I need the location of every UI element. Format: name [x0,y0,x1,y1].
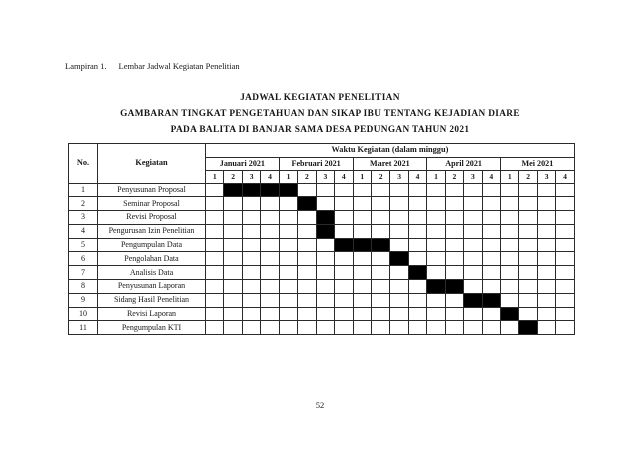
week-number-header: 4 [335,171,353,184]
week-number-header: 1 [279,171,297,184]
week-cell [519,280,537,294]
week-cell [408,238,426,252]
week-cell [371,280,389,294]
week-cell [537,238,555,252]
table-row [69,266,575,280]
week-cell [464,280,482,294]
page-number: 52 [315,400,325,410]
table-row [69,252,575,266]
week-cell [501,183,519,197]
week-cell [390,224,408,238]
row-number-cell: 9 [69,293,98,307]
week-cell [261,238,279,252]
week-cell [482,197,500,211]
week-cell [501,266,519,280]
gantt-bar-cell [519,321,537,335]
schedule-table [68,143,575,335]
week-cell [390,266,408,280]
gantt-bar-cell [464,293,482,307]
week-cell [519,224,537,238]
week-cell [537,211,555,225]
week-cell [556,266,575,280]
week-cell [242,321,260,335]
week-cell [353,266,371,280]
week-cell [501,224,519,238]
week-cell [261,321,279,335]
week-cell [408,321,426,335]
row-number-cell: 7 [69,266,98,280]
month-header: April 2021 [427,158,501,171]
week-cell [279,307,297,321]
week-cell [445,238,463,252]
table-row [69,224,575,238]
appendix-label: Lampiran 1. [65,61,107,71]
gantt-bar-cell [316,224,334,238]
week-cell [298,252,316,266]
week-cell [224,211,242,225]
week-cell [353,280,371,294]
week-number-header: 2 [445,171,463,184]
week-cell [279,224,297,238]
week-cell [482,224,500,238]
gantt-bar-cell [427,280,445,294]
week-cell [464,183,482,197]
week-cell [206,266,224,280]
week-cell [242,238,260,252]
week-cell [261,307,279,321]
week-cell [261,293,279,307]
week-cell [298,224,316,238]
week-cell [556,211,575,225]
week-cell [427,307,445,321]
week-cell [316,197,334,211]
week-cell [371,224,389,238]
week-cell [556,224,575,238]
week-number-header: 1 [501,171,519,184]
week-cell [501,238,519,252]
title-line-1: JADWAL KEGIATAN PENELITIAN [240,93,400,103]
week-cell [316,238,334,252]
week-cell [224,238,242,252]
week-cell [316,307,334,321]
column-header-kegiatan: Kegiatan [98,144,206,184]
week-cell [408,183,426,197]
activity-name-cell: Seminar Proposal [98,197,206,211]
gantt-bar-cell [298,197,316,211]
week-cell [445,266,463,280]
week-cell [224,197,242,211]
week-cell [445,293,463,307]
week-cell [371,197,389,211]
week-number-header: 3 [242,171,260,184]
week-number-header: 3 [390,171,408,184]
week-cell [445,224,463,238]
week-cell [519,266,537,280]
row-number-cell: 10 [69,307,98,321]
appendix-caption [65,61,240,71]
week-cell [335,197,353,211]
week-cell [427,321,445,335]
week-cell [464,238,482,252]
week-cell [279,252,297,266]
week-cell [556,238,575,252]
week-cell [279,293,297,307]
week-cell [537,224,555,238]
week-cell [390,211,408,225]
column-header-no: No. [69,144,98,184]
week-cell [224,224,242,238]
week-cell [298,321,316,335]
gantt-bar-cell [335,238,353,252]
gantt-bar-cell [242,183,260,197]
week-cell [427,252,445,266]
week-number-header: 1 [353,171,371,184]
week-cell [279,280,297,294]
week-cell [353,224,371,238]
week-cell [427,211,445,225]
week-cell [224,321,242,335]
week-cell [298,307,316,321]
week-cell [445,321,463,335]
activity-name-cell: Pengumpulan KTI [98,321,206,335]
week-cell [242,293,260,307]
month-header: Februari 2021 [279,158,353,171]
week-number-header: 3 [316,171,334,184]
week-cell [261,197,279,211]
appendix-title: Lembar Jadwal Kegiatan Penelitian [118,61,240,71]
week-cell [537,321,555,335]
week-cell [390,280,408,294]
week-number-header: 2 [519,171,537,184]
week-cell [206,211,224,225]
row-number-cell: 3 [69,211,98,225]
week-cell [464,224,482,238]
header-row-top [69,144,575,158]
activity-name-cell: Pengumpulan Data [98,238,206,252]
week-number-header: 1 [206,171,224,184]
week-cell [353,197,371,211]
week-cell [556,197,575,211]
table-row [69,197,575,211]
activity-name-cell: Analisis Data [98,266,206,280]
week-cell [279,197,297,211]
activity-name-cell: Penyusunan Laporan [98,280,206,294]
week-cell [371,183,389,197]
week-cell [242,307,260,321]
week-cell [371,252,389,266]
activity-name-cell: Pengolahan Data [98,252,206,266]
week-cell [224,293,242,307]
week-cell [482,307,500,321]
week-cell [242,266,260,280]
week-cell [408,293,426,307]
gantt-bar-cell [279,183,297,197]
title-line-3: PADA BALITA DI BANJAR SAMA DESA PEDUNGAN TAHUN 2021 [170,125,470,136]
gantt-bar-cell [353,238,371,252]
week-cell [519,252,537,266]
week-cell [371,211,389,225]
week-cell [335,252,353,266]
week-cell [390,238,408,252]
gantt-bar-cell [224,183,242,197]
table-row [69,211,575,225]
week-cell [298,238,316,252]
week-cell [408,307,426,321]
week-cell [206,280,224,294]
week-cell [298,266,316,280]
week-cell [519,211,537,225]
week-cell [316,293,334,307]
week-cell [445,252,463,266]
week-cell [537,183,555,197]
table-row [69,183,575,197]
row-number-cell: 6 [69,252,98,266]
week-cell [206,293,224,307]
week-number-header: 2 [371,171,389,184]
row-number-cell: 4 [69,224,98,238]
row-number-cell: 2 [69,197,98,211]
week-cell [279,321,297,335]
week-cell [519,183,537,197]
week-cell [390,183,408,197]
week-cell [427,197,445,211]
week-cell [427,224,445,238]
week-cell [335,280,353,294]
week-number-header: 2 [224,171,242,184]
week-cell [501,211,519,225]
month-header: Januari 2021 [206,158,280,171]
week-cell [464,252,482,266]
week-cell [390,307,408,321]
week-cell [298,183,316,197]
week-cell [390,321,408,335]
week-cell [298,211,316,225]
gantt-bar-cell [390,252,408,266]
week-cell [316,183,334,197]
gantt-bar-cell [482,293,500,307]
week-cell [519,307,537,321]
week-cell [408,211,426,225]
week-cell [427,238,445,252]
activity-name-cell: Revisi Laporan [98,307,206,321]
week-cell [464,321,482,335]
week-cell [482,252,500,266]
week-cell [316,266,334,280]
activity-name-cell: Penyusunan Proposal [98,183,206,197]
week-cell [519,293,537,307]
week-cell [482,321,500,335]
title-line-2: GAMBARAN TINGKAT PENGETAHUAN DAN SIKAP IBU TENTANG KEJADIAN DIARE [120,109,520,120]
week-cell [242,280,260,294]
week-cell [261,224,279,238]
table-row [69,293,575,307]
week-cell [298,280,316,294]
week-cell [556,321,575,335]
week-cell [519,238,537,252]
gantt-bar-cell [501,307,519,321]
week-cell [482,211,500,225]
week-cell [261,211,279,225]
week-cell [445,211,463,225]
week-cell [316,280,334,294]
activity-name-cell: Sidang Hasil Penelitian [98,293,206,307]
week-cell [353,211,371,225]
week-cell [335,293,353,307]
week-cell [501,280,519,294]
week-cell [335,211,353,225]
week-cell [556,252,575,266]
week-cell [537,307,555,321]
week-cell [335,321,353,335]
week-cell [353,307,371,321]
week-cell [335,307,353,321]
row-number-cell: 1 [69,183,98,197]
week-cell [556,183,575,197]
week-cell [298,293,316,307]
week-cell [501,293,519,307]
week-cell [371,307,389,321]
week-cell [556,293,575,307]
week-number-header: 1 [427,171,445,184]
week-cell [353,252,371,266]
table-row [69,307,575,321]
week-cell [353,183,371,197]
week-cell [316,252,334,266]
row-number-cell: 11 [69,321,98,335]
week-cell [501,252,519,266]
week-cell [206,183,224,197]
document-titles [0,90,640,139]
week-cell [206,197,224,211]
row-number-cell: 8 [69,280,98,294]
week-cell [371,266,389,280]
week-cell [279,211,297,225]
gantt-bar-cell [371,238,389,252]
activity-name-cell: Pengurusan Izin Penelitian [98,224,206,238]
week-cell [501,321,519,335]
week-cell [353,321,371,335]
week-cell [242,224,260,238]
week-cell [224,307,242,321]
column-header-waktu: Waktu Kegiatan (dalam minggu) [206,144,575,158]
week-cell [224,266,242,280]
week-cell [482,238,500,252]
week-number-header: 4 [556,171,575,184]
week-number-header: 4 [408,171,426,184]
week-cell [408,197,426,211]
week-cell [464,307,482,321]
week-cell [464,197,482,211]
week-cell [206,238,224,252]
week-cell [242,211,260,225]
table-row [69,238,575,252]
week-cell [242,197,260,211]
week-cell [371,293,389,307]
week-number-header: 3 [464,171,482,184]
week-cell [316,321,334,335]
month-header: Maret 2021 [353,158,427,171]
gantt-bar-cell [445,280,463,294]
week-cell [482,280,500,294]
week-cell [206,252,224,266]
week-cell [206,321,224,335]
week-cell [537,293,555,307]
month-header: Mei 2021 [501,158,575,171]
gantt-bar-cell [408,266,426,280]
week-cell [537,280,555,294]
week-cell [224,252,242,266]
week-cell [390,293,408,307]
week-cell [353,293,371,307]
week-cell [371,321,389,335]
week-number-header: 4 [482,171,500,184]
week-cell [335,183,353,197]
week-cell [408,224,426,238]
week-cell [537,266,555,280]
week-number-header: 4 [261,171,279,184]
week-cell [408,280,426,294]
week-cell [464,211,482,225]
week-cell [408,252,426,266]
gantt-bar-cell [261,183,279,197]
week-cell [427,266,445,280]
week-cell [556,307,575,321]
week-number-header: 2 [298,171,316,184]
week-cell [335,224,353,238]
week-cell [261,252,279,266]
week-cell [335,266,353,280]
week-cell [224,280,242,294]
week-cell [445,183,463,197]
week-cell [390,197,408,211]
week-cell [445,307,463,321]
week-cell [206,224,224,238]
gantt-bar-cell [316,211,334,225]
week-cell [261,280,279,294]
table-row [69,321,575,335]
table-row [69,280,575,294]
activity-name-cell: Revisi Proposal [98,211,206,225]
week-cell [537,197,555,211]
week-cell [261,266,279,280]
week-cell [242,252,260,266]
week-cell [464,266,482,280]
week-number-header: 3 [537,171,555,184]
week-cell [519,197,537,211]
week-cell [427,293,445,307]
week-cell [501,197,519,211]
week-cell [482,183,500,197]
week-cell [279,266,297,280]
week-cell [556,280,575,294]
week-cell [279,238,297,252]
week-cell [537,252,555,266]
week-cell [427,183,445,197]
week-cell [482,266,500,280]
week-cell [445,197,463,211]
week-cell [206,307,224,321]
row-number-cell: 5 [69,238,98,252]
